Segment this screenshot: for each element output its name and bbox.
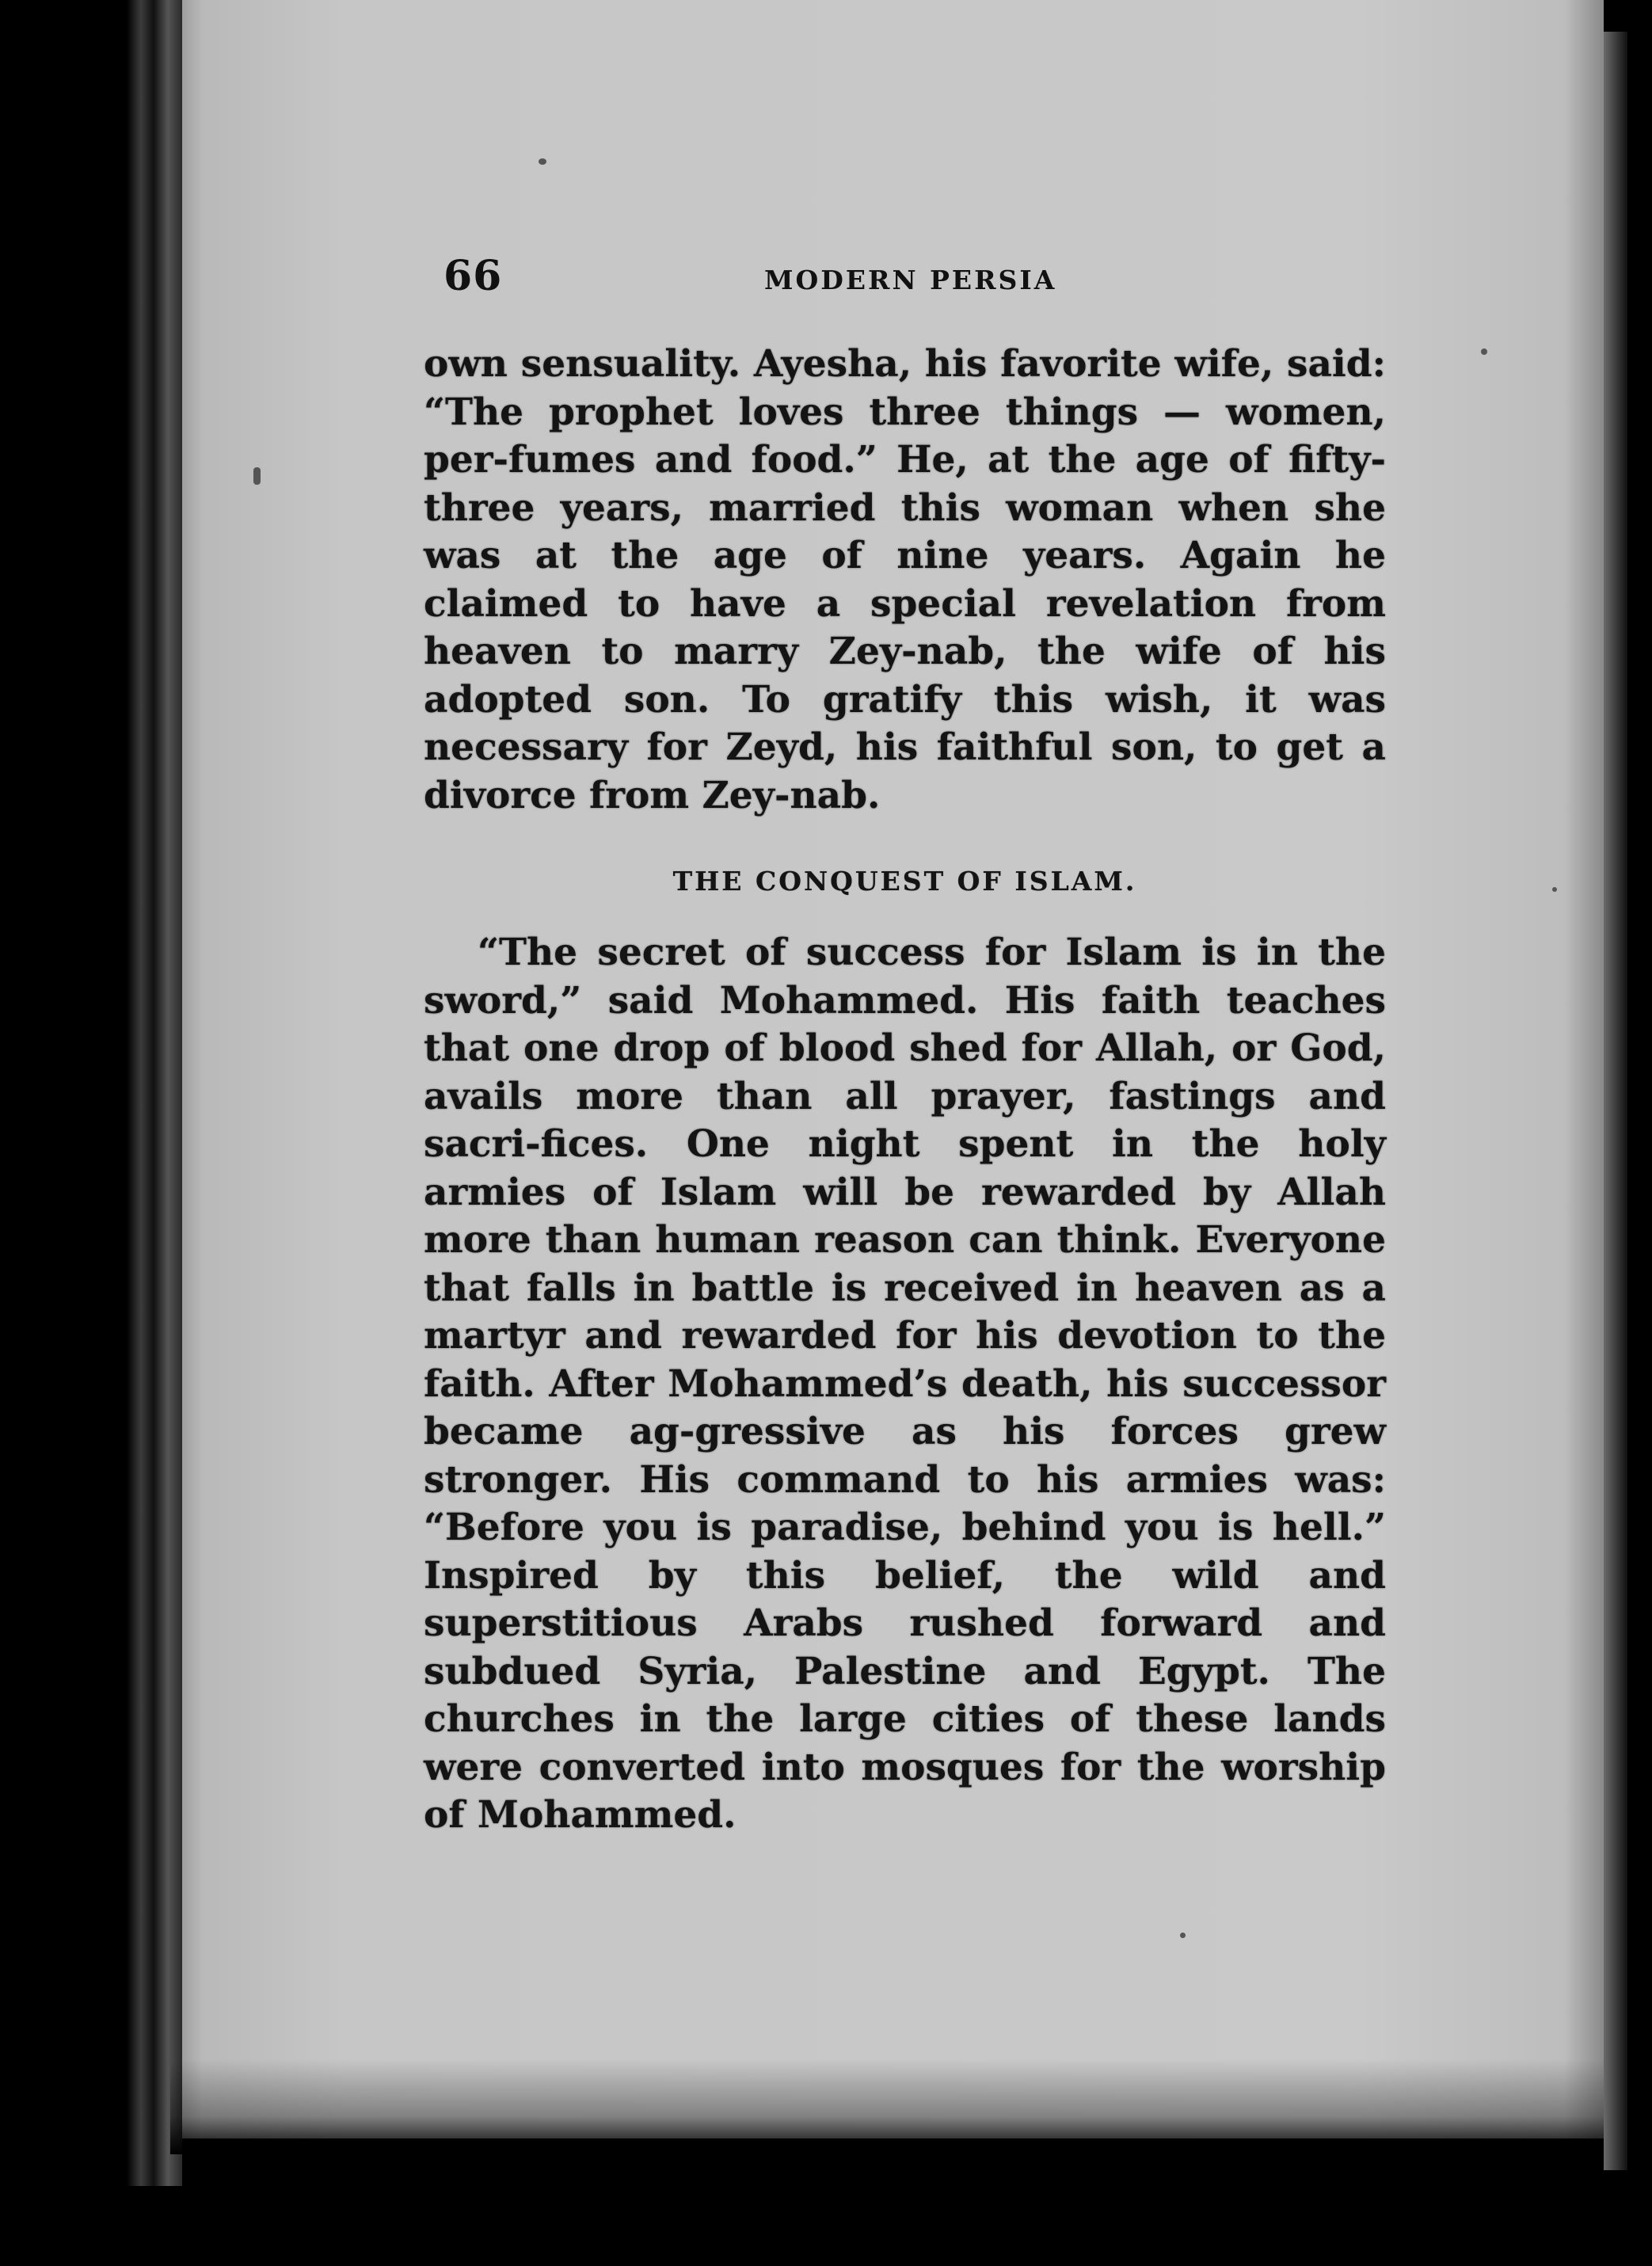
paper-speck [1481, 348, 1487, 355]
book-gutter-shadow [127, 0, 182, 2186]
paragraph: own sensuality. Ayesha, his favorite wife, said: “The prophet loves three things — women, per-fumes and food.” He, at the age of fifty-three years, married this woman when she was at the age of nine years. Again he claimed to have a special revelation from heaven to marry Zey-nab, the wife of his adopted son. To gratify this wish, it was necessary for Zeyd, his faithful son, to get a divorce from Zey-nab. [424, 342, 1386, 817]
section-heading: THE CONQUEST OF ISLAM. [672, 866, 1137, 897]
page-bottom-shadow [170, 2059, 1604, 2154]
paper-speck [1552, 887, 1557, 892]
running-head: MODERN PERSIA [764, 265, 1057, 295]
paragraph: “The secret of success for Islam is in the sword,” said Mohammed. His faith teaches that one drop of blood shed for Allah, or God, avails more than all prayer, fastings and sacri-fices. One night spent in the holy armies of Islam will be rewarded by Allah more than human reason can think. Everyone that falls in battle is received in heaven as a martyr and rewarded for his devotion to the faith. After Mohammed’s death, his successor became ag-gressive as his forces grew stronger. His command to his armies was: “Before you is paradise, behind you is hell.” Inspired by this belief, the wild and superstitious Arabs rushed forward and subdued Syria, Palestine and Egypt. The churches in the large cities of these lands were converted into mosques for the worship of Mohammed. [424, 931, 1386, 1837]
page-number: 66 [443, 252, 503, 300]
paper-speck [1180, 1933, 1186, 1938]
page-right-edge [1604, 32, 1627, 2170]
body-text [424, 341, 1386, 1840]
paper-speck [539, 158, 546, 165]
page-header [443, 252, 1394, 323]
paper-speck [253, 467, 261, 485]
